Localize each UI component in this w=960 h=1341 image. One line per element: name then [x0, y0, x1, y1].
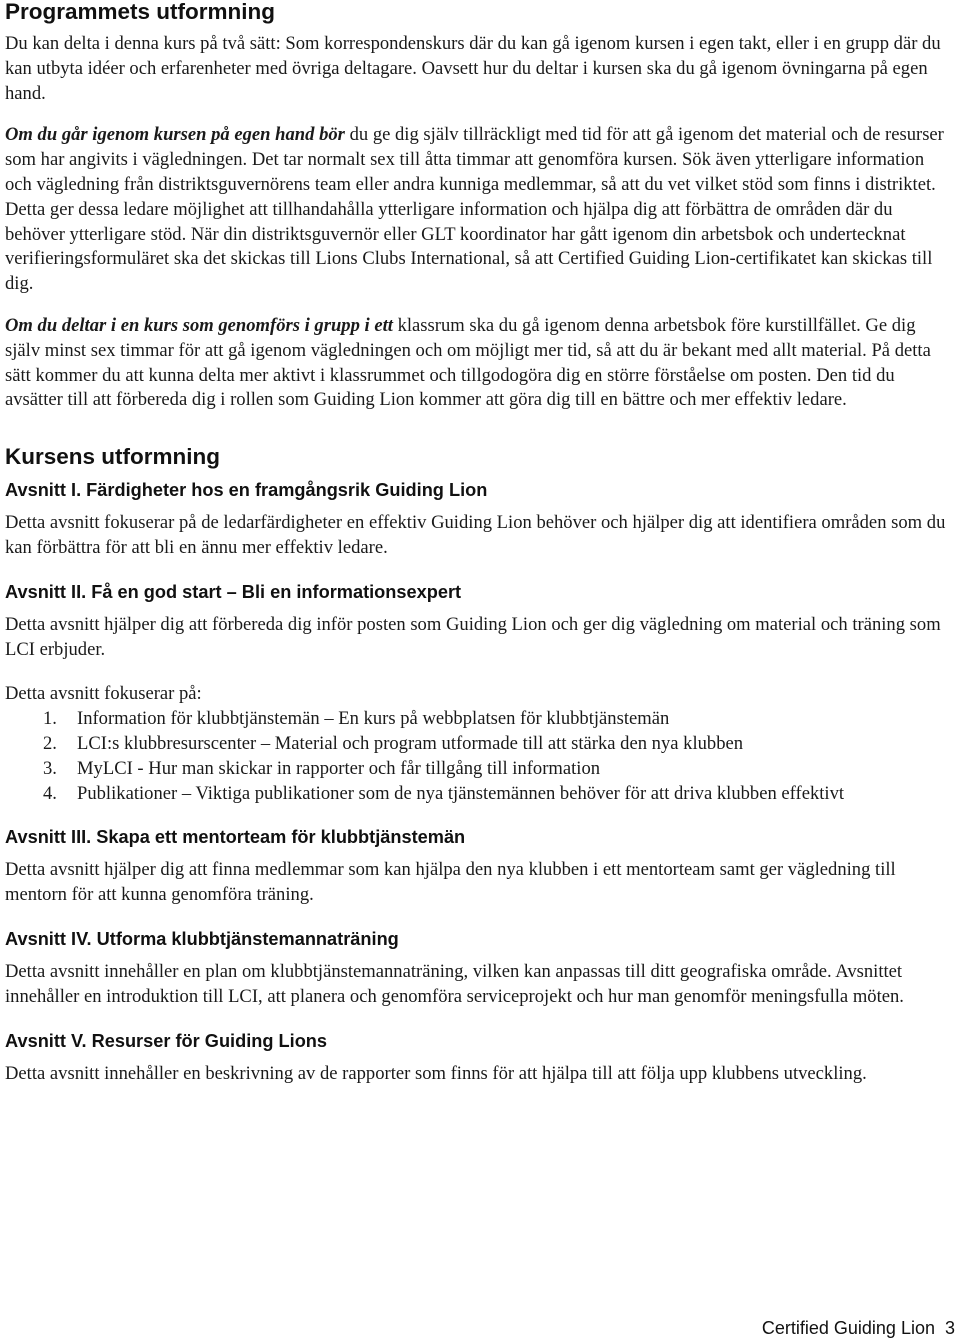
intro-paragraph: Du kan delta i denna kurs på två sätt: Som korrespondenskurs där du kan gå igenom kursen i egen takt, eller i en grupp där du kan utbyta idéer och erfarenheter med övriga deltagare. Oavsett hur du deltar i kursen ska du gå igenom övningarna på egen hand.	[5, 33, 941, 104]
page-number: 3	[944, 1318, 955, 1338]
list-item	[43, 707, 950, 732]
self-paced-paragraph	[5, 123, 950, 297]
list-item-number: 3.	[43, 757, 57, 779]
section-2-title: Avsnitt II. Få en god start – Bli en informationsexpert	[5, 581, 462, 602]
group-text: klassrum ska du gå igenom denna arbetsbok före kurstillfället. Ge dig själv minst sex timmar för att gå igenom vägledningen och om möjligt mer tid, så att du är bekant med allt material. På detta sätt kommer du att kunna delta mer aktivt i klassrummet och tillgodogöra dig en större förståelse om posten. Den tid du avsätter till att förbereda dig i rollen som Guiding Lion kommer att göra dig till en bättre och mer effektiv ledare.	[5, 314, 931, 411]
focus-list	[5, 707, 950, 806]
list-item-text: LCI:s klubbresurscenter – Material och program utformade till att stärka den nya klubben	[77, 732, 744, 754]
section-2-focus-intro: Detta avsnitt fokuserar på:	[5, 683, 202, 705]
list-item-number: 2.	[43, 732, 57, 754]
section-1-title: Avsnitt I. Färdigheter hos en framgångsrik Guiding Lion	[5, 480, 488, 501]
list-item	[43, 782, 950, 807]
list-item-number: 1.	[43, 708, 57, 730]
group-paragraph	[5, 314, 950, 413]
list-item	[43, 757, 950, 782]
section-3-body: Detta avsnitt hjälper dig att finna medlemmar som kan hjälpa den nya klubben i ett mentorteam samt ger vägledning till mentorn för att kunna genomföra träning.	[5, 859, 896, 906]
list-item	[43, 732, 950, 757]
section-2-body: Detta avsnitt hjälper dig att förbereda dig inför posten som Guiding Lion och ger dig vägledning om material och träning som LCI erbjuder.	[5, 613, 941, 660]
page-footer	[762, 1316, 955, 1340]
section-5-body: Detta avsnitt innehåller en beskrivning av de rapporter som finns för att hjälpa till att följa upp klubbens utveckling.	[5, 1062, 867, 1084]
list-item-text: MyLCI - Hur man skickar in rapporter och får tillgång till information	[77, 757, 601, 779]
self-paced-lead: Om du går igenom kursen på egen hand bör	[5, 124, 345, 146]
group-lead: Om du deltar i en kurs som genomförs i grupp i ett	[5, 314, 393, 336]
self-paced-text: du ge dig själv tillräckligt med tid för att gå igenom det material och de resurser som har angivits i vägledningen. Det tar normalt sex till åtta timmar att genomföra kursen. Sök även ytterligare information och vägledning från distriktsguvernörens team eller andra kunniga medlemmar, så att du vet vilket stöd som finns i distriktet. Detta ger dessa ledare möjlighet att tillhandahålla ytterligare information och hjälpa dig att förbättra de områden där du behöver ytterligare stöd. När din distriktsguvernör eller GLT koordinator har gått igenom din arbetsbok och undertecknat verifieringsformuläret ska det skickas till Lions Clubs International, så att Certified Guiding Lion-certifikatet kan skickas till dig.	[5, 124, 944, 295]
document-page	[5, 0, 950, 1086]
section-4-title: Avsnitt IV. Utforma klubbtjänstemannaträning	[5, 928, 399, 949]
section-1-body: Detta avsnitt fokuserar på de ledarfärdigheter en effektiv Guiding Lion behöver och hjälper dig att identifiera områden som du kan förbättra för att bli en ännu mer effektiv ledare.	[5, 512, 946, 558]
course-heading: Kursens utformning	[5, 444, 221, 470]
footer-title: Certified Guiding Lion	[761, 1318, 935, 1338]
page-title: Programmets utformning	[5, 0, 276, 24]
list-item-text: Publikationer – Viktiga publikationer som de nya tjänstemännen behöver för att driva klubben effektivt	[77, 782, 845, 804]
list-item-number: 4.	[43, 782, 57, 804]
section-4-body: Detta avsnitt innehåller en plan om klubbtjänstemannaträning, vilken kan anpassas till ditt geografiska område. Avsnittet innehåller en introduktion till LCI, att planera och genomföra serviceprojekt och hur man genomför meningsfulla möten.	[5, 960, 904, 1007]
section-5-title: Avsnitt V. Resurser för Guiding Lions	[5, 1030, 328, 1051]
section-3-title: Avsnitt III. Skapa ett mentorteam för klubbtjänstemän	[5, 827, 466, 848]
list-item-text: Information för klubbtjänstemän – En kurs på webbplatsen för klubbtjänstemän	[77, 708, 670, 730]
